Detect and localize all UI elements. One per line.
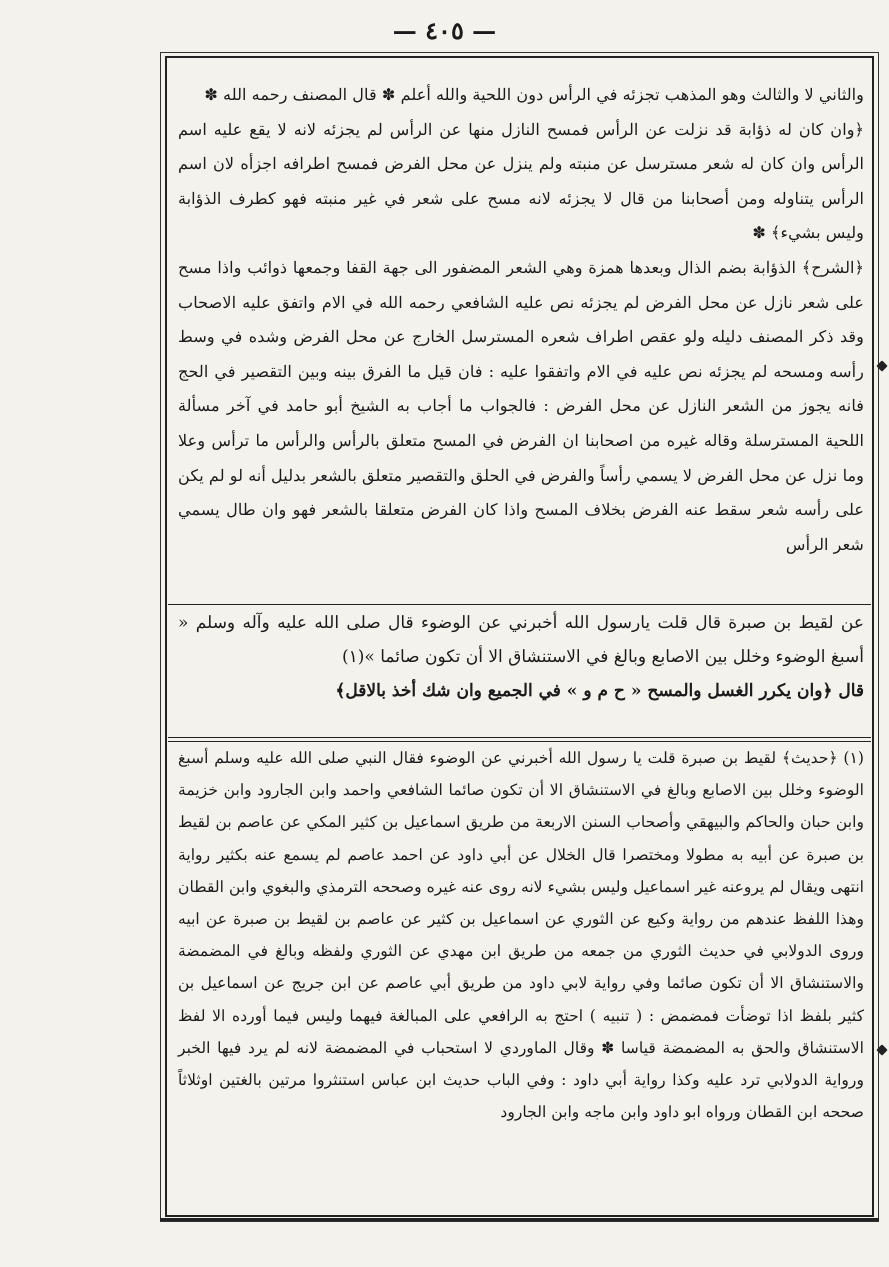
hadith-section (178, 606, 864, 708)
hadith-text: عن لقيط بن صبرة قال قلت يارسول الله أخبرني عن الوضوء قال صلى الله عليه وآله وسلم « أسبغ الوضوء وخلل بين الاصابع وبالغ في الاستنشاق الا أن تكون صائما »(١) (178, 613, 864, 667)
main-paragraph-2: ﴿وان كان له ذؤابة قد نزلت عن الرأس فمسح النازل منها عن الرأس لم يجزئه لانه لا يقع عليه اسم الرأس وان كان له شعر مسترسل عن منبته ولم ينزل عن محل الفرض فمسح اطرافه اجزأه لان اسم الرأس يتناوله ومن أصحابنا من قال لا يجزئه لانه مسح على شعر في غير منبته فهو كطرف الذؤابة وليس بشيء﴾ ✽ (178, 119, 864, 243)
footnote-divider (168, 737, 871, 738)
main-paragraph-1: والثاني لا والثالث وهو المذهب تجزئه في الرأس دون اللحية والله أعلم ✽ قال المصنف رحمه الله ✽ (204, 85, 864, 104)
footnote-section (178, 742, 864, 1128)
main-commentary (178, 78, 864, 562)
section-divider (168, 604, 871, 605)
footnote-text: (١) ﴿حديث﴾ لقيط بن صبرة قلت يا رسول الله أخبرني عن الوضوء فقال النبي صلى الله عليه وسلم أسبغ الوضوء وخلل بين الاصابع وبالغ في الاستنشاق الا أن تكون صائما الشافعي واحمد وابن الجارود وابن خزيمة وابن حبان والحاكم والبيهقي وأصحاب السنن الاربعة من طريق اسماعيل بن كثير المكي عن عاصم بن لقيط بن صبرة عن أبيه به مطولا ومختصرا قال الخلال عن أبي داود عن احمد عاصم لم يسمع عنه بكثير رواية انتهى ويقال لم يروعنه غير اسماعيل وليس بشيء لانه روى عنه غيره وصححه الترمذي والبغوي وابن القطان وهذا اللفظ عندهم من رواية وكيع عن الثوري عن اسماعيل بن كثير عن عاصم بن لقيط بن صبرة عن ابيه وروى الدولابي في حديث الثوري من جمعه من طريق ابن مهدي عن الثوري ولفظه وبالغ في المضمضة والاستنشاق الا أن تكون صائما وفي رواية لابي داود من طريق أبي عاصم عن ابن جريج عن اسماعيل بن كثير بلفظ اذا توضأت فمضمض : ( تنبيه ) احتج به الرافعي على المبالغة فيهما وليس فيما أورده الا لفظ الاستنشاق والحق به المضمضة قياسا ✽ وقال الماوردي لا استحباب في المضمضة لانه لم يرد فيها الخبر ورواية الدولابي ترد عليه وكذا رواية أبي داود : وفي الباب حديث ابن عباس استنثروا مرتين بالغتين اوثلاثاً صححه ابن القطان ورواه ابو داود وابن ماجه وابن الجارود (178, 749, 864, 1122)
matn-statement: قال ﴿وان يكرر الغسل والمسح « ح م و » في الجميع وان شك أخذ بالاقل﴾ (335, 681, 864, 701)
bottom-rule (160, 1218, 879, 1223)
main-paragraph-3: ﴿الشرح﴾ الذؤابة بضم الذال وبعدها همزة وهي الشعر المضفور الى جهة القفا وجمعها ذوائب واذا مسح على شعر نازل عن محل الفرض لم يجزئه نص عليه الشافعي رحمه الله في الام واتفق عليه الاصحاب وقد ذكر المصنف دليله ولو عقص اطراف شعره المسترسل الخارج عن محل الفرض وشده في وسط رأسه ومسحه لم يجزئه نص عليه في الام واتفقوا عليه : فان قيل ما الفرق بينه وبين التقصير في الحج فانه يجوز من الشعر النازل عن محل الفرض : فالجواب ما أجاب به الشيخ أبو حامد في آخر مسألة اللحية المسترسلة وقاله غيره من اصحابنا ان الفرض في المسح متعلق بالرأس والرأس ما ترأس وعلا وما نزل عن محل الفرض لا يسمي رأساً والفرض في الحلق والتقصير متعلق بالشعر بدليل أنه لو لم يكن على رأسه شعر سقط عنه الفرض بخلاف المسح واذا كان الفرض متعلقا بالشعر فهو وان طال يسمي شعر الرأس (178, 257, 864, 554)
page-number: — ٤٠٥ — (392, 16, 497, 45)
